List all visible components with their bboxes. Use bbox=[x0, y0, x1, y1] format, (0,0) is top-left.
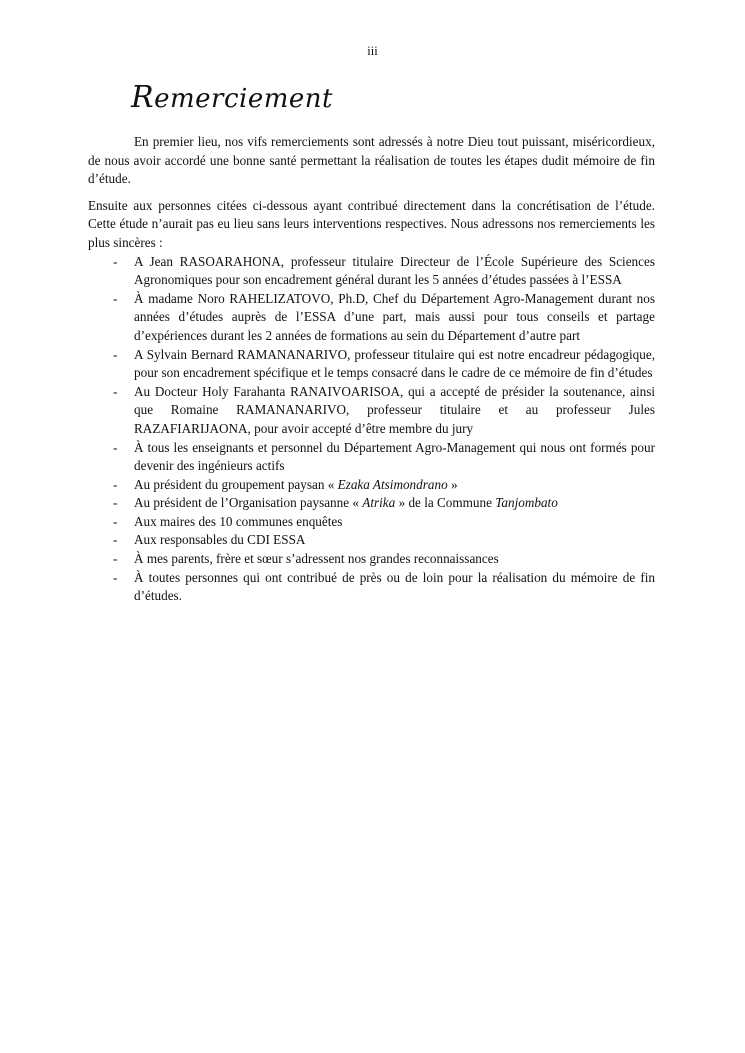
title-rest: emerciement bbox=[154, 84, 333, 114]
list-item: - À toutes personnes qui ont contribué de près ou de loin pour la réalisation du mémoire de fin d’études. bbox=[113, 569, 655, 604]
intro-paragraph: En premier lieu, nos vifs remerciements sont adressés à notre Dieu tout puissant, miséricordieux, de nous avoir accordé une bonne santé permettant la réalisation de toutes les étapes dudit mémoire de fin d’étude. bbox=[88, 134, 655, 187]
document-body bbox=[88, 133, 655, 606]
organisation-name: Atrika bbox=[362, 495, 396, 511]
commune-name: Tanjombato bbox=[495, 495, 558, 511]
bullet-dash: - bbox=[113, 532, 118, 548]
bullet-dash: - bbox=[113, 290, 118, 306]
bullet-dash: - bbox=[113, 253, 118, 269]
page-number: iii bbox=[367, 44, 378, 58]
bullet-dash: - bbox=[113, 383, 118, 399]
list-item: - Au président de l’Organisation paysanne « Atrika » de la Commune Tanjombato bbox=[88, 494, 655, 513]
second-paragraph: Ensuite aux personnes citées ci-dessous ayant contribué directement dans la concrétisation de l’étude. Cette étude n’aurait pas eu lieu sans leurs interventions respectives. Nous adressons nos remerciements les plus sincères : bbox=[88, 197, 655, 250]
list-item: - À mes parents, frère et sœur s’adressent nos grandes reconnaissances bbox=[88, 550, 655, 569]
bullet-dash: - bbox=[113, 346, 118, 362]
list-item: - Au Docteur Holy Farahanta RANAIVOARISOA, qui a accepté de présider la soutenance, ainsi que Romaine RAMANANARIVO, professeur titulaire et au professeur Jules RAZAFIARIJAONA, pour avoir accepté d’être membre du jury bbox=[113, 383, 655, 436]
title-initial: R bbox=[131, 80, 155, 115]
bullet-dash: - bbox=[113, 551, 118, 567]
list-item: - Au président du groupement paysan « Ezaka Atsimondrano » bbox=[88, 476, 655, 495]
list-item: - Aux maires des 10 communes enquêtes bbox=[88, 513, 655, 532]
bullet-dash: - bbox=[113, 569, 118, 585]
list-item: - A Jean RASOARAHONA, professeur titulaire Directeur de l’École Supérieure des Sciences Agronomiques pour son encadrement général durant les 5 années d’études passées à l’ESSA bbox=[113, 253, 655, 288]
list-item: - À madame Noro RAHELIZATOVO, Ph.D, Chef du Département Agro-Management durant nos années d’études auprès de l’ESSA d’une part, mais aussi pour tous conseils et partage d’expériences durant les 2 années de formations au sein du Département d’autre part bbox=[113, 290, 655, 343]
bullet-dash: - bbox=[113, 495, 118, 511]
bullet-dash: - bbox=[113, 513, 118, 529]
group-name: Ezaka Atsimondrano bbox=[337, 476, 448, 492]
list-item: - À tous les enseignants et personnel du Département Agro-Management qui nous ont formés pour devenir des ingénieurs actifs bbox=[113, 439, 655, 474]
bullet-dash: - bbox=[113, 439, 118, 455]
page-title bbox=[131, 80, 333, 115]
bullet-dash: - bbox=[113, 476, 118, 492]
acknowledgement-list bbox=[88, 253, 655, 606]
list-item: - Aux responsables du CDI ESSA bbox=[88, 531, 655, 550]
list-item: - A Sylvain Bernard RAMANANARIVO, professeur titulaire qui est notre encadreur pédagogique, pour son encadrement spécifique et le temps consacré dans le cadre de ce mémoire de fin d’études bbox=[113, 346, 655, 381]
